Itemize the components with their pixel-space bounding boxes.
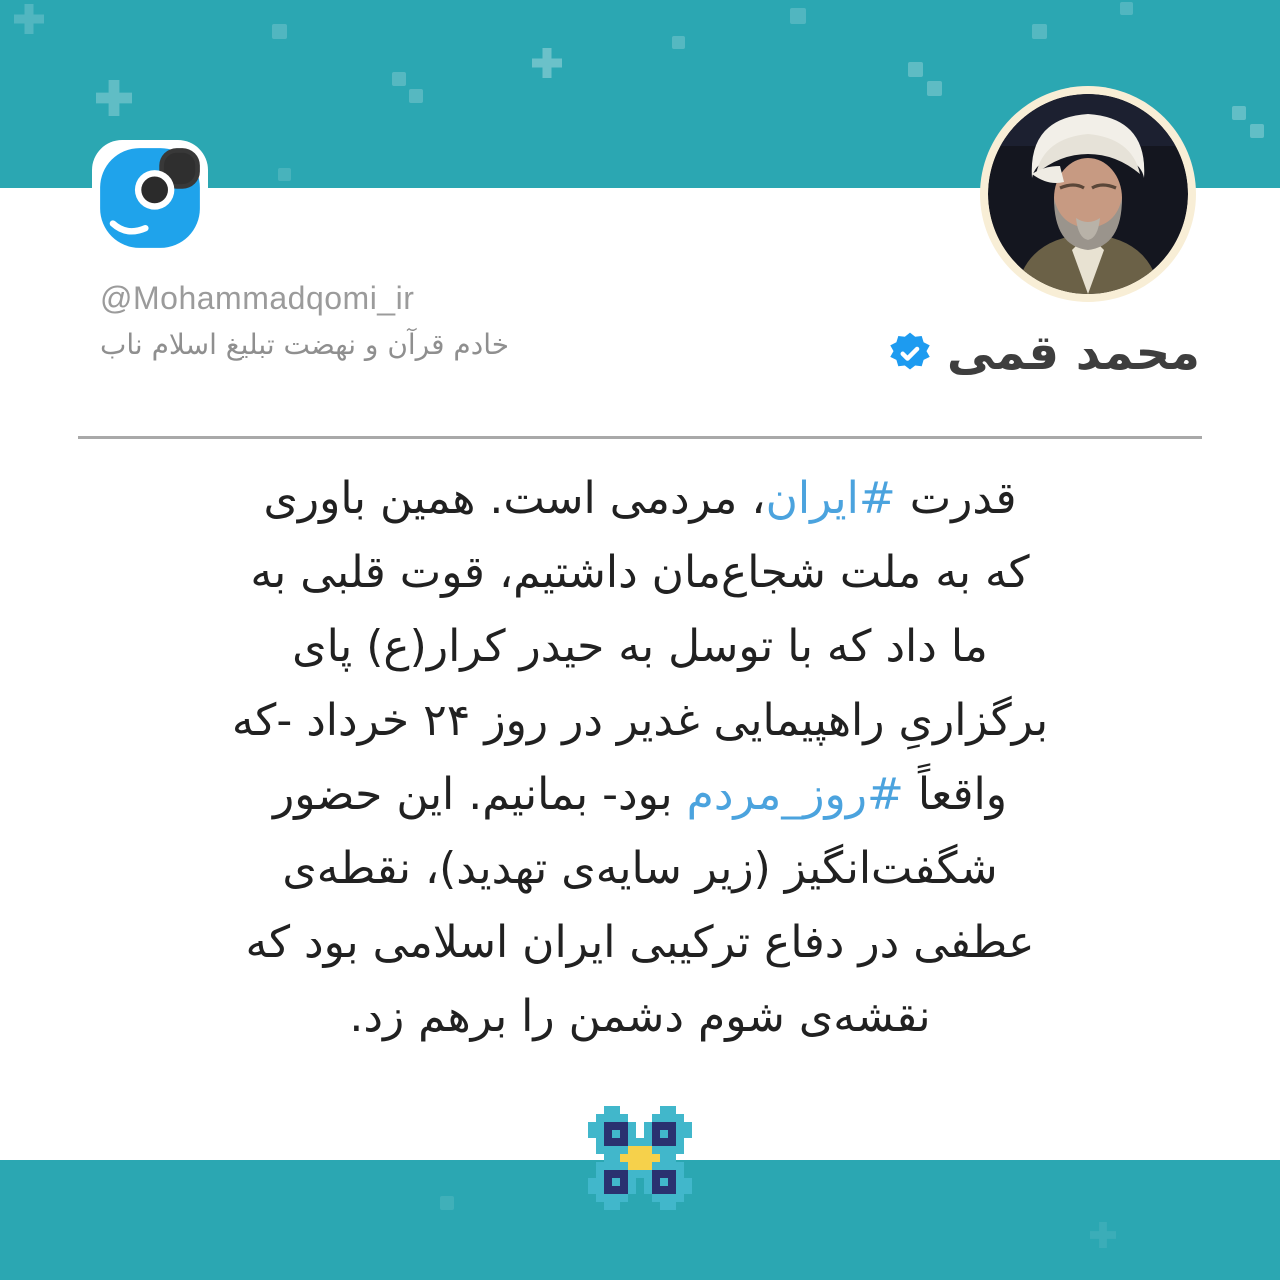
post-text: نقشه‌ی شوم دشمن را برهم زد.	[349, 991, 931, 1042]
verified-badge-icon	[887, 330, 933, 376]
post-text: ، مردمی است. همین باوری	[263, 473, 766, 524]
username-handle: @Mohammadqomi_ir	[100, 280, 415, 316]
profile-avatar	[980, 86, 1196, 302]
hashtag-link[interactable]: #ایران	[765, 473, 896, 524]
post-text: عطفی در دفاع ترکیبی ایران اسلامی بود که	[245, 917, 1035, 968]
display-name-row	[887, 322, 1200, 384]
post-text: بود- بمانیم. این حضور	[273, 769, 687, 820]
footer-emblem	[588, 1106, 692, 1210]
post-body-line	[80, 832, 1200, 906]
post-text: که به ملت شجاع‌مان داشتیم، قوت قلبی به	[250, 547, 1030, 598]
bale-app-logo	[92, 140, 208, 256]
post-body-line	[80, 610, 1200, 684]
post-body	[80, 462, 1200, 1054]
display-name: محمد قمی	[946, 325, 1200, 381]
post-text: واقعاً	[903, 769, 1007, 820]
hashtag-link[interactable]: #روز_مردم	[686, 769, 904, 820]
post-body-line	[80, 684, 1200, 758]
post-body-line	[80, 906, 1200, 980]
post-body-line	[80, 462, 1200, 536]
profile-bio: خادم قرآن و نهضت تبلیغ اسلام ناب	[100, 328, 510, 361]
bale-bird-icon	[92, 140, 208, 256]
post-text: قدرت	[895, 473, 1017, 524]
post-text: شگفت‌انگیز (زیر سایه‌ی تهدید)، نقطه‌ی	[282, 843, 998, 894]
avatar-photo	[988, 94, 1188, 294]
post-text: ما داد که با توسل به حیدر کرار(ع) پای	[292, 621, 988, 672]
post-body-line	[80, 758, 1200, 832]
post-body-line	[80, 536, 1200, 610]
post-text: برگزاریِ راهپیمایی غدیر در روز ۲۴ خرداد -که	[231, 695, 1049, 746]
divider-line	[78, 436, 1202, 439]
post-body-line	[80, 980, 1200, 1054]
